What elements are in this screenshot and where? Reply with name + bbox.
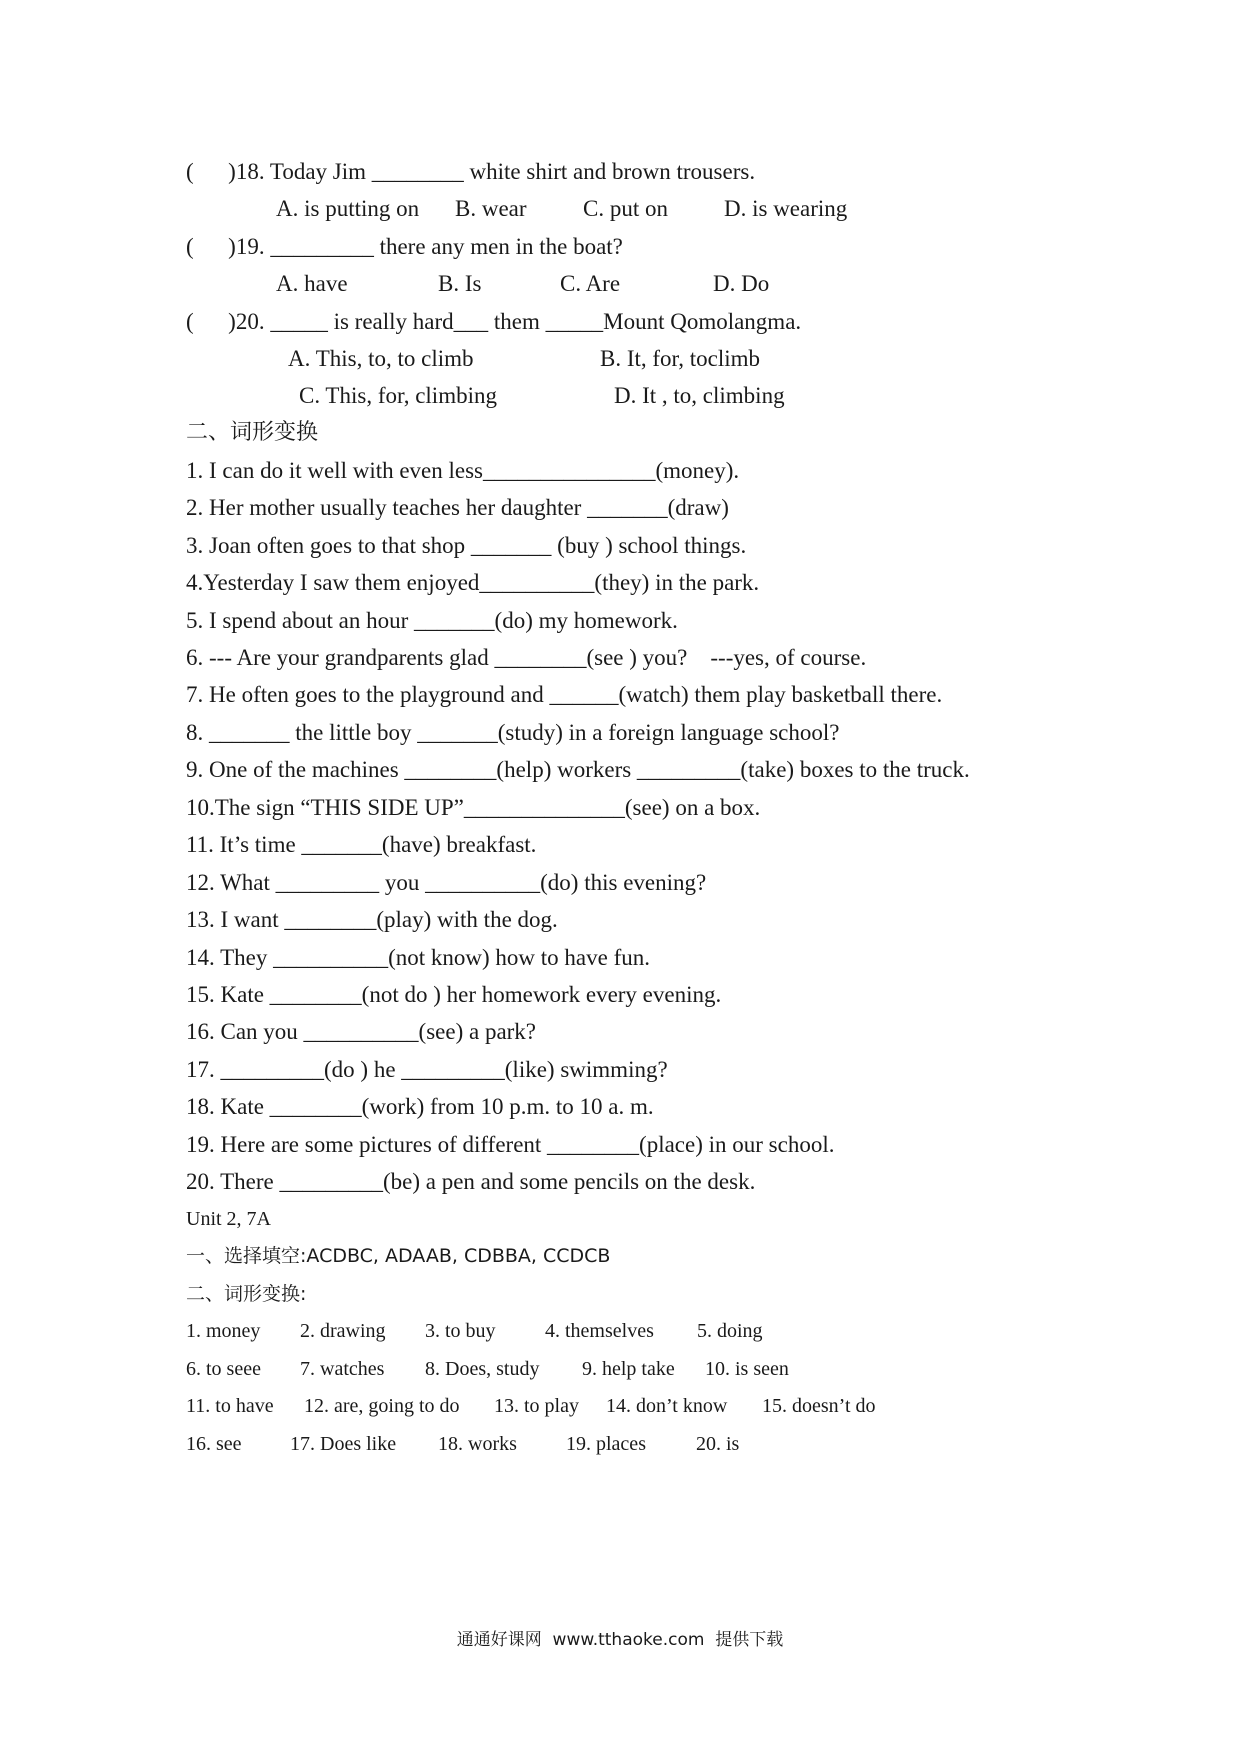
mc-19-option-b: B. Is [438,271,482,296]
answers-unit-label: Unit 2, 7A [186,1208,271,1230]
answer-item: 11. to have [186,1395,274,1417]
answer-item: 9. help take [582,1358,675,1380]
answer-item: 12. are, going to do [304,1395,460,1417]
wf-question-1: 1. I can do it well with even less_______________(money). [186,458,740,483]
answer-item: 2. drawing [300,1320,386,1342]
answer-item: 16. see [186,1433,242,1455]
wf-question-19: 19. Here are some pictures of different ________(place) in our school. [186,1132,835,1157]
answer-item: 1. money [186,1320,261,1342]
wf-question-18: 18. Kate ________(work) from 10 p.m. to 10 a. m. [186,1094,654,1119]
answer-item: 6. to seee [186,1358,261,1380]
mc-18-option-b: B. wear [455,196,527,221]
wf-question-20: 20. There _________(be) a pen and some pencils on the desk. [186,1169,756,1194]
mc-18-option-d: D. is wearing [724,196,848,221]
answer-item: 7. watches [300,1358,385,1380]
answer-item: 13. to play [494,1395,579,1417]
answer-item: 8. Does, study [425,1358,540,1380]
answer-item: 3. to buy [425,1320,496,1342]
answer-item: 5. doing [697,1320,763,1342]
wf-question-5: 5. I spend about an hour _______(do) my homework. [186,608,678,633]
answer-item: 19. places [566,1433,646,1455]
wf-question-16: 16. Can you __________(see) a park? [186,1019,537,1044]
section-title-word-forms: 二、词形变换 [186,420,319,445]
mc-question-19: ( )19. _________ there any men in the boat? [186,234,623,259]
mc-question-20: ( )20. _____ is really hard___ them _____Mount Qomolangma. [186,309,802,334]
mc-19-option-d: D. Do [713,271,770,296]
wf-question-17: 17. _________(do ) he _________(like) swimming? [186,1057,668,1082]
answer-item: 17. Does like [290,1433,397,1455]
mc-19-option-c: C. Are [560,271,621,296]
wf-question-2: 2. Her mother usually teaches her daughter _______(draw) [186,495,729,520]
wf-question-3: 3. Joan often goes to that shop _______ (buy ) school things. [186,533,747,558]
answers-mc-line: 一、选择填空:ACDBC, ADAAB, CDBBA, CCDCB [186,1245,611,1267]
mc-18-option-a: A. is putting on [276,196,420,221]
wf-question-15: 15. Kate ________(not do ) her homework every evening. [186,982,722,1007]
mc-20-option-b: B. It, for, toclimb [600,346,761,371]
answer-item: 10. is seen [705,1358,789,1380]
wf-question-11: 11. It’s time _______(have) breakfast. [186,832,537,857]
page-footer: 通通好课网 www.tthaoke.com 提供下载 [456,1630,784,1650]
mc-question-18: ( )18. Today Jim ________ white shirt and brown trousers. [186,159,756,184]
wf-question-7: 7. He often goes to the playground and ______(watch) them play basketball there. [186,682,943,707]
answers-wf-title: 二、词形变换: [186,1283,307,1305]
wf-question-9: 9. One of the machines ________(help) workers _________(take) boxes to the truck. [186,757,970,782]
wf-question-10: 10.The sign “THIS SIDE UP”______________(see) on a box. [186,795,761,820]
wf-question-4: 4.Yesterday I saw them enjoyed__________(they) in the park. [186,570,760,595]
wf-question-13: 13. I want ________(play) with the dog. [186,907,558,932]
answer-item: 14. don’t know [606,1395,728,1417]
wf-question-12: 12. What _________ you __________(do) this evening? [186,870,707,895]
wf-question-14: 14. They __________(not know) how to have fun. [186,945,650,970]
mc-19-option-a: A. have [276,271,348,296]
wf-question-8: 8. _______ the little boy _______(study) in a foreign language school? [186,720,840,745]
answer-item: 18. works [438,1433,517,1455]
mc-20-option-c: C. This, for, climbing [299,383,497,408]
answer-item: 20. is [696,1433,740,1455]
mc-20-option-a: A. This, to, to climb [288,346,474,371]
answer-item: 15. doesn’t do [762,1395,876,1417]
mc-20-option-d: D. It , to, climbing [614,383,785,408]
wf-question-6: 6. --- Are your grandparents glad ________(see ) you? ---yes, of course. [186,645,867,670]
mc-18-option-c: C. put on [583,196,668,221]
answer-item: 4. themselves [545,1320,654,1342]
